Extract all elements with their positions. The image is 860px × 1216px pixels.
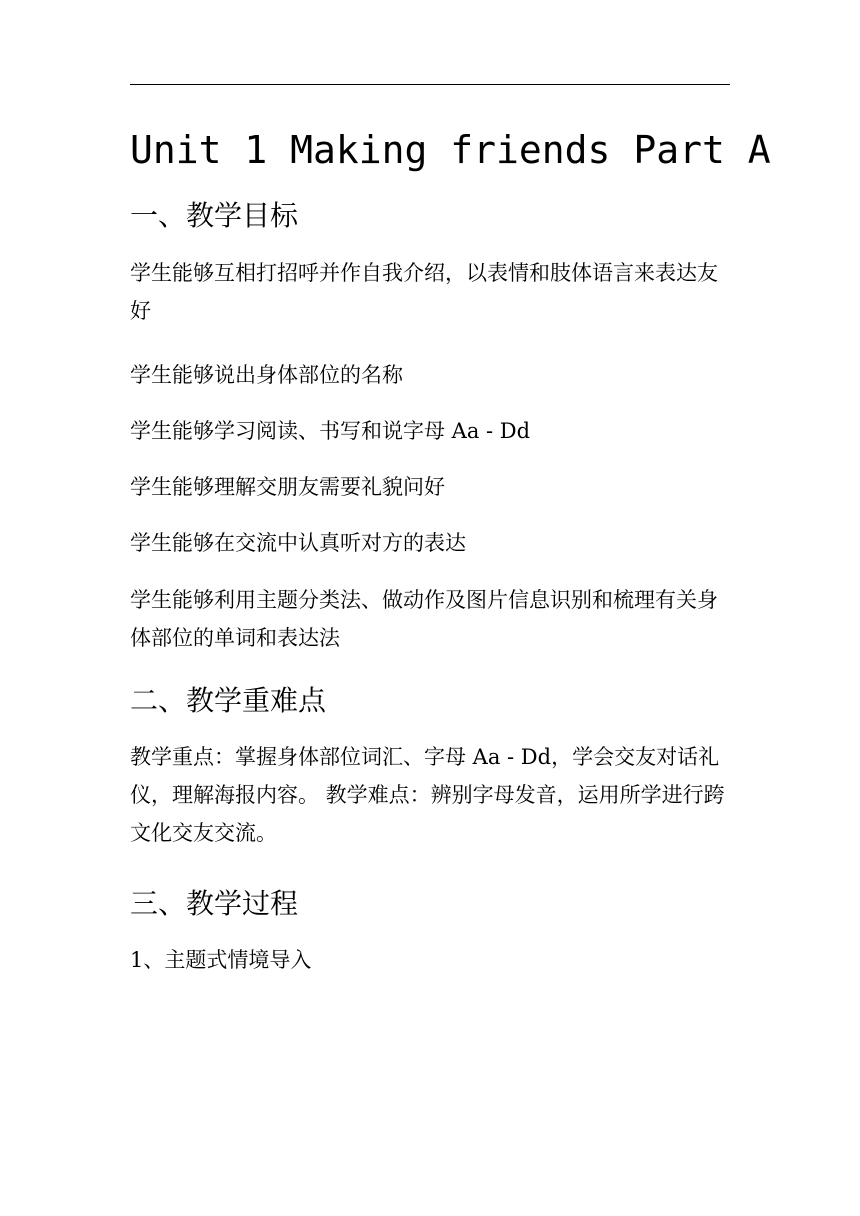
objective-paragraph: 学生能够理解交朋友需要礼貌问好 xyxy=(130,475,445,499)
objective-paragraph: 学生能够说出身体部位的名称 xyxy=(130,363,403,387)
objective-paragraph: 学生能够互相打招呼并作自我介绍，以表情和肢体语言来表达友好 xyxy=(130,261,718,323)
process-step: 1、主题式情境导入 xyxy=(130,948,312,972)
header-rule xyxy=(130,84,730,85)
section-heading-key-points: 二、教学重难点 xyxy=(130,684,327,717)
document-title: Unit 1 Making friends Part A xyxy=(130,128,771,172)
section-heading-objectives: 一、教学目标 xyxy=(130,199,299,232)
objective-paragraph: 学生能够利用主题分类法、做动作及图片信息识别和梳理有关身体部位的单词和表达法 xyxy=(130,588,718,650)
objective-paragraph: 学生能够在交流中认真听对方的表达 xyxy=(130,531,466,555)
section-heading-process: 三、教学过程 xyxy=(130,887,299,920)
objective-paragraph: 学生能够学习阅读、书写和说字母 Aa - Dd xyxy=(130,419,531,443)
key-points-paragraph: 教学重点：掌握身体部位词汇、字母 Aa - Dd，学会交友对话礼仪，理解海报内容。 教学难点：辨别字母发音，运用所学进行跨文化交友交流。 xyxy=(130,745,725,845)
